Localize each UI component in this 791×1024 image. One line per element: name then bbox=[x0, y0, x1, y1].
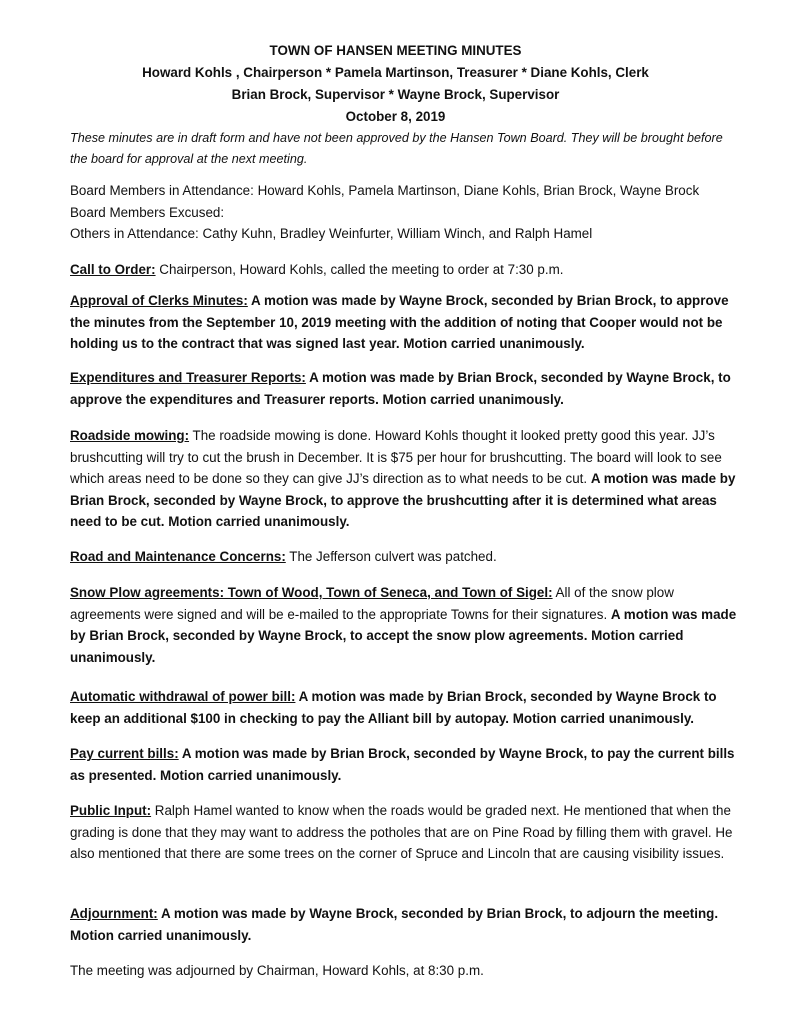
section-heading: Road and Maintenance Concerns: bbox=[70, 549, 286, 564]
section-text: All of the snow plow agreements were signed and will be e-mailed to the appropriate Towns for their signatures. bbox=[70, 585, 674, 622]
section-heading: Pay current bills: bbox=[70, 746, 179, 761]
document-title: TOWN OF HANSEN MEETING MINUTES bbox=[269, 43, 522, 58]
section-motion: A motion was made by Brian Brock, seconded by Wayne Brock to keep an additional $100 in checking to pay the Alliant bill by autopay. Motion carried unanimously. bbox=[70, 689, 717, 726]
section-motion: A motion was made by Wayne Brock, seconded by Brian Brock, to approve the minutes from the September 10, 2019 meeting with the addition of noting that Cooper would not be holding us to the contract that was signed last year. Motion carried unanimously. bbox=[70, 293, 729, 352]
others-present: Others in Attendance: Cathy Kuhn, Bradley Weinfurter, William Winch, and Ralph Hamel bbox=[70, 226, 593, 242]
section-text: The Jefferson culvert was patched. bbox=[285, 549, 497, 564]
section-text: Ralph Hamel wanted to know when the roads would be graded next. He mentioned that when the grading is done that they may want to address the potholes that are on Pine Road by filling them with gravel. He also mentioned that there are some trees on the corner of Spruce and Lincoln that are causing visibility issues. bbox=[70, 803, 733, 862]
section-snow-plow bbox=[70, 582, 742, 668]
section-heading: Call to Order: bbox=[70, 262, 156, 277]
officers-line-1: Howard Kohls , Chairperson * Pamela Martinson, Treasurer * Diane Kohls, Clerk bbox=[142, 65, 649, 80]
section-heading: Expenditures and Treasurer Reports: bbox=[70, 370, 306, 385]
meeting-date: October 8, 2019 bbox=[345, 109, 446, 124]
attendance-block bbox=[70, 180, 750, 245]
section-heading: Automatic withdrawal of power bill: bbox=[70, 689, 296, 704]
section-motion: A motion was made by Brian Brock, seconded by Wayne Brock, to approve the expenditures and Treasurer reports. Motion carried unanimously. bbox=[70, 370, 731, 407]
section-call-to-order bbox=[70, 259, 742, 281]
document-header bbox=[0, 40, 791, 128]
section-clerk-minutes bbox=[70, 290, 742, 355]
section-roadside-mowing bbox=[70, 425, 742, 533]
section-auto-withdrawal bbox=[70, 686, 742, 729]
section-motion: A motion was made by Brian Brock, seconded by Wayne Brock, to accept the snow plow agreements. Motion carried unanimously. bbox=[70, 606, 737, 665]
section-text: The roadside mowing is done. Howard Kohls thought it looked pretty good this year. JJ’s brushcutting will try to cut the brush in December. It is $75 per hour for brushcutting. The board will look to see which areas need to be done so they can give JJ’s direction as to what needs to be cut. bbox=[70, 428, 722, 487]
section-motion: A motion was made by Brian Brock, seconded by Wayne Brock, to pay the current bills as presented. Motion carried unanimously. bbox=[70, 746, 735, 783]
section-adjournment bbox=[70, 903, 742, 946]
section-heading: Approval of Clerks Minutes: bbox=[70, 293, 248, 308]
draft-notice: These minutes are in draft form and have not been approved by the Hansen Town Board. They will be brought before the board for approval at the next meeting. bbox=[70, 131, 723, 166]
members-excused: Board Members Excused: bbox=[70, 204, 225, 220]
section-road-maintenance bbox=[70, 546, 742, 568]
section-text: Chairperson, Howard Kohls, called the meeting to order at 7:30 p.m. bbox=[155, 262, 564, 277]
officers-line-2: Brian Brock, Supervisor * Wayne Brock, Supervisor bbox=[231, 87, 560, 102]
section-heading: Roadside mowing: bbox=[70, 428, 190, 443]
section-heading: Adjournment: bbox=[70, 906, 158, 921]
section-motion: A motion was made by Wayne Brock, seconded by Brian Brock, to adjourn the meeting. Motion carried unanimously. bbox=[70, 906, 719, 943]
closing-statement: The meeting was adjourned by Chairman, Howard Kohls, at 8:30 p.m. bbox=[70, 963, 484, 978]
section-motion: A motion was made by Brian Brock, seconded by Wayne Brock, to approve the brushcutting after it is determined what areas need to be cut. Motion carried unanimously. bbox=[70, 471, 736, 530]
section-expenditures bbox=[70, 367, 742, 410]
section-public-input bbox=[70, 800, 742, 865]
section-heading: Snow Plow agreements: Town of Wood, Town of Seneca, and Town of Sigel: bbox=[70, 585, 553, 600]
members-present: Board Members in Attendance: Howard Kohls, Pamela Martinson, Diane Kohls, Brian Brock, Wayne Brock bbox=[70, 183, 700, 198]
section-pay-bills bbox=[70, 743, 742, 786]
section-heading: Public Input: bbox=[70, 803, 152, 818]
